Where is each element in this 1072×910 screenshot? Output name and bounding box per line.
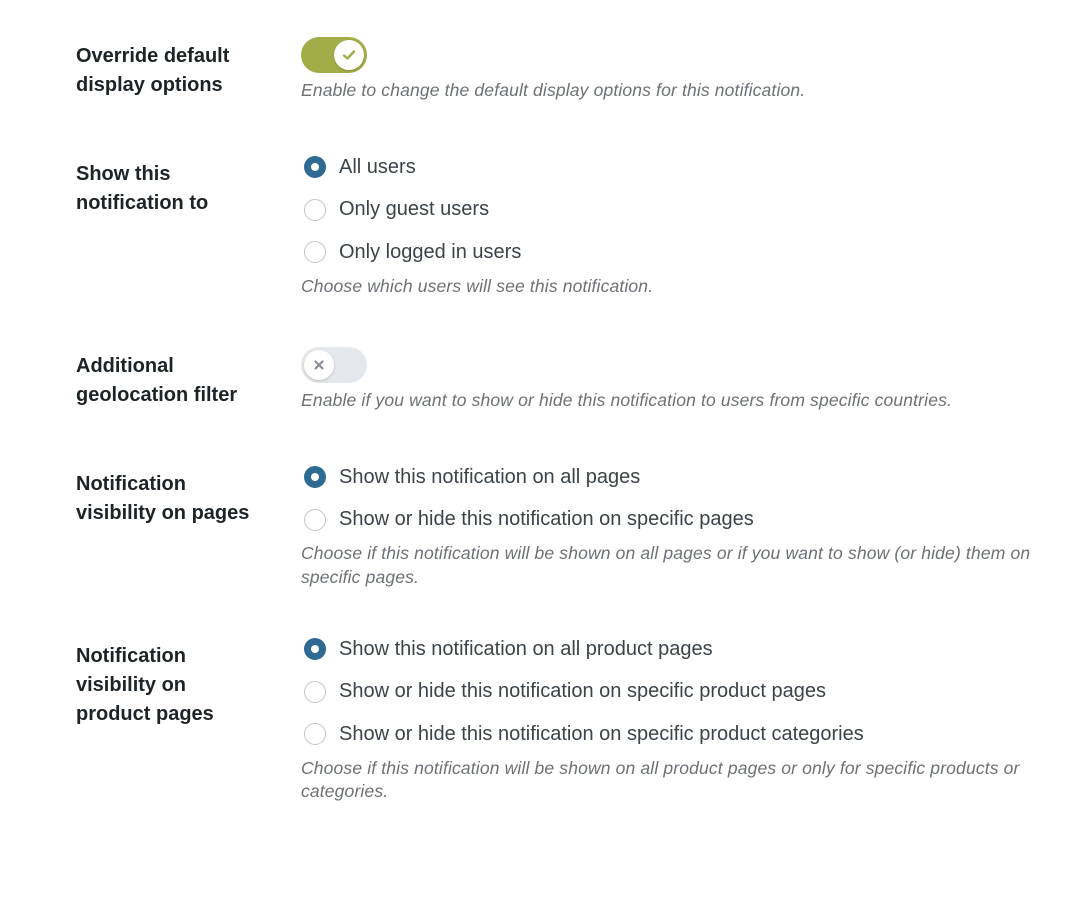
override-display-toggle[interactable]: [301, 37, 367, 73]
radio-button[interactable]: [304, 509, 326, 531]
override-display-label: Override default display options: [76, 45, 230, 96]
override-display-description: Enable to change the default display options for this notification.: [301, 80, 806, 100]
geolocation-filter-label: Additional geolocation filter: [76, 355, 238, 406]
show-notification-to-description: Choose which users will see this notification.: [301, 275, 654, 296]
radio-label: Show or hide this notification on specific product categories: [339, 722, 864, 745]
radio-button[interactable]: [304, 638, 326, 660]
visibility-pages-label: Notification visibility on pages: [76, 473, 250, 524]
close-icon: [313, 359, 325, 371]
radio-label: All users: [339, 155, 416, 178]
radio-option-all-pages[interactable]: [301, 456, 1031, 499]
visibility-pages-description: Choose if this notification will be shown on all pages or if you want to show (or hide) them on specific pages.: [301, 543, 1031, 587]
toggle-knob: [334, 40, 364, 70]
show-notification-to-field: [301, 146, 1066, 298]
override-display-field: [301, 37, 1066, 103]
radio-button[interactable]: [304, 199, 326, 221]
radio-label: Show this notification on all product pages: [339, 637, 713, 660]
show-notification-to-label: Show this notification to: [76, 163, 209, 214]
visibility-product-pages-description: Choose if this notification will be shown on all product pages or only for specific products or categories.: [301, 757, 1020, 801]
toggle-knob: [304, 350, 334, 380]
radio-option-specific-product-pages[interactable]: [301, 671, 1066, 714]
check-icon: [342, 49, 356, 61]
radio-label: Show or hide this notification on specific pages: [339, 508, 754, 531]
visibility-product-pages-label: Notification visibility on product pages: [76, 645, 214, 725]
visibility-pages-field: [301, 456, 1031, 589]
geolocation-filter-toggle[interactable]: [301, 347, 367, 383]
radio-button[interactable]: [304, 681, 326, 703]
radio-option-all-product-pages[interactable]: [301, 628, 1066, 671]
radio-label: Only logged in users: [339, 240, 522, 263]
radio-label: Show this notification on all pages: [339, 465, 641, 488]
geolocation-filter-description: Enable if you want to show or hide this notification to users from specific countries.: [301, 390, 952, 410]
radio-label: Show or hide this notification on specific product pages: [339, 680, 826, 703]
radio-option-guest-users[interactable]: [301, 189, 1066, 232]
radio-option-specific-product-categories[interactable]: [301, 713, 1066, 756]
radio-option-all-users[interactable]: [301, 146, 1066, 189]
radio-option-logged-in-users[interactable]: [301, 231, 1066, 274]
radio-button[interactable]: [304, 241, 326, 263]
radio-option-specific-pages[interactable]: [301, 499, 1031, 542]
radio-button[interactable]: [304, 723, 326, 745]
radio-button[interactable]: [304, 156, 326, 178]
visibility-product-pages-field: [301, 628, 1066, 804]
geolocation-filter-field: [301, 347, 1066, 413]
radio-label: Only guest users: [339, 198, 490, 221]
radio-button[interactable]: [304, 466, 326, 488]
